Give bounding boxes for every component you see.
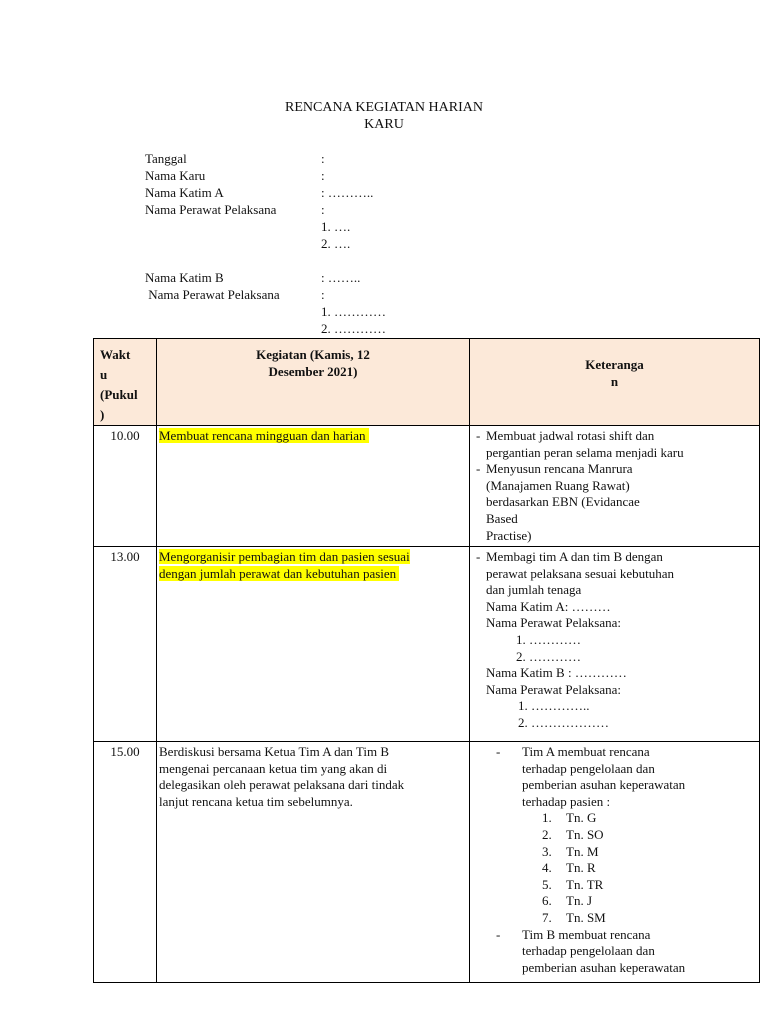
patient-item <box>522 844 757 861</box>
note-list <box>476 428 757 544</box>
katim-a-line: Nama Katim A: ……… <box>486 598 611 614</box>
patient-item <box>522 827 757 844</box>
note-line: - Membuat jadwal rotasi shift dan <box>486 428 655 443</box>
patient-list <box>522 810 757 926</box>
activity-table <box>93 338 760 983</box>
note-line: - Tim A membuat rencana <box>522 744 650 759</box>
list-item <box>476 461 757 544</box>
note-cell <box>470 547 760 742</box>
activity-cell <box>157 742 470 983</box>
perawat-b-1: 1. ………… <box>321 304 386 319</box>
list-item <box>496 744 757 927</box>
note-line: (Manajamen Ruang Rawat) <box>486 477 630 493</box>
activity-line: lanjut rencana ketua tim sebelumnya. <box>159 793 353 809</box>
note-list <box>476 744 757 976</box>
note-line: terhadap pasien : <box>522 793 611 809</box>
note-line: terhadap pengelolaan dan <box>522 760 655 776</box>
header-keterangan-line: Keteranga <box>585 357 644 372</box>
note-line: dan jumlah tenaga <box>486 582 582 598</box>
katim-b-line: Nama Katim B : ………… <box>486 665 627 681</box>
note-line: pemberian asuhan keperawatan <box>522 959 686 975</box>
patient-number: 1. <box>542 810 552 826</box>
perawat-b-item: 2. ……………… <box>518 714 609 730</box>
note-line: - Membagi tim A dan tim B dengan <box>486 549 663 564</box>
header-keterangan-line: n <box>610 373 619 389</box>
patient-number: 3. <box>542 843 552 859</box>
activity-line: Berdiskusi bersama Ketua Tim A dan Tim B <box>159 744 390 759</box>
perawat-b-2: 2. ………… <box>321 321 386 336</box>
patient-name: Tn. SM <box>566 909 606 925</box>
note-line: Practise) <box>486 527 532 543</box>
perawat-a-item: 2. ………… <box>516 648 581 664</box>
patient-number: 4. <box>542 860 552 876</box>
perawat-b-label: Nama Perawat Pelaksana <box>145 287 280 302</box>
patient-name: Tn. SO <box>566 826 604 842</box>
patient-name: Tn. TR <box>566 876 604 892</box>
karu-label: Nama Karu <box>145 168 206 183</box>
title-line-2: KARU <box>364 117 404 132</box>
patient-item <box>522 860 757 877</box>
note-line: perawat pelaksana sesuai kebutuhan <box>486 565 675 581</box>
katim-a-value: : ……….. <box>321 185 374 200</box>
activity-line: mengenai percanaan ketua tim yang akan di <box>159 760 388 776</box>
patient-name: Tn. G <box>566 810 597 826</box>
note-cell <box>470 742 760 983</box>
patient-item <box>522 810 757 827</box>
activity-line <box>159 566 465 583</box>
activity-text: Mengorganisir pembagian tim dan pasien sesuai <box>159 549 410 564</box>
table-header-row <box>94 339 760 426</box>
note-line: - Tim B membuat rencana <box>522 926 651 942</box>
perawat-a-2: 2. …. <box>321 236 351 251</box>
table-row <box>94 742 760 983</box>
header-keterangan <box>470 339 760 426</box>
time-cell: 10.00 <box>94 426 157 547</box>
katim-b-label: Nama Katim B <box>145 270 224 285</box>
list-item <box>476 428 757 461</box>
header-kegiatan-line: Desember 2021) <box>268 363 358 379</box>
tanggal-label: Tanggal <box>145 151 187 166</box>
katim-b-value: : …….. <box>321 270 361 285</box>
perawat-b-item: 1. ………….. <box>518 698 590 714</box>
time-cell: 13.00 <box>94 547 157 742</box>
activity-text: Membuat rencana mingguan dan harian <box>159 428 369 443</box>
tanggal-value: : <box>321 151 325 166</box>
header-waktu-line: u <box>100 367 108 382</box>
activity-line <box>159 549 465 566</box>
note-line: berdasarkan EBN (Evidancae <box>486 494 640 510</box>
note-cell <box>470 426 760 547</box>
patient-number: 2. <box>542 826 552 842</box>
document-title <box>0 99 768 133</box>
time-cell: 15.00 <box>94 742 157 983</box>
note-line: - Menyusun rencana Manrura <box>486 461 633 477</box>
katim-a-label: Nama Katim A <box>145 185 224 200</box>
patient-number: 6. <box>542 893 552 909</box>
list-item <box>476 549 757 599</box>
activity-cell <box>157 426 470 547</box>
header-waktu-line: (Pukul <box>100 387 138 402</box>
patient-item <box>522 893 757 910</box>
perawat-a-line: Nama Perawat Pelaksana: <box>486 615 622 631</box>
list-item <box>496 927 757 977</box>
table-row <box>94 547 760 742</box>
note-line: terhadap pengelolaan dan <box>522 943 655 959</box>
note-line: pergantian peran selama menjadi karu <box>486 444 684 460</box>
patient-name: Tn. J <box>566 893 592 909</box>
header-kegiatan-line: Kegiatan (Kamis, 12 <box>256 347 370 362</box>
activity-text: dengan jumlah perawat dan kebutuhan pasien <box>159 565 400 581</box>
perawat-a-item: 1. ………… <box>516 631 581 647</box>
header-kegiatan <box>157 339 470 426</box>
perawat-a-1: 1. …. <box>321 219 351 234</box>
perawat-b-value: : <box>321 287 325 302</box>
perawat-b-line: Nama Perawat Pelaksana: <box>486 681 622 697</box>
karu-value: : <box>321 168 325 183</box>
table-row <box>94 426 760 547</box>
activity-line: delegasikan oleh perawat pelaksana dari tindak <box>159 777 405 793</box>
header-waktu-line: Wakt <box>100 347 131 362</box>
patient-number: 5. <box>542 876 552 892</box>
header-waktu-line: ) <box>100 407 105 422</box>
note-list <box>476 549 757 599</box>
perawat-a-label: Nama Perawat Pelaksana <box>145 202 277 217</box>
patient-number: 7. <box>542 909 552 925</box>
perawat-a-value: : <box>321 202 325 217</box>
patient-item <box>522 910 757 927</box>
note-line: Based <box>486 510 518 526</box>
activity-cell <box>157 547 470 742</box>
header-waktu <box>94 339 157 426</box>
patient-item <box>522 877 757 894</box>
title-line-1: RENCANA KEGIATAN HARIAN <box>285 100 483 115</box>
patient-name: Tn. M <box>566 843 599 859</box>
patient-name: Tn. R <box>566 860 596 876</box>
note-line: pemberian asuhan keperawatan <box>522 777 686 793</box>
